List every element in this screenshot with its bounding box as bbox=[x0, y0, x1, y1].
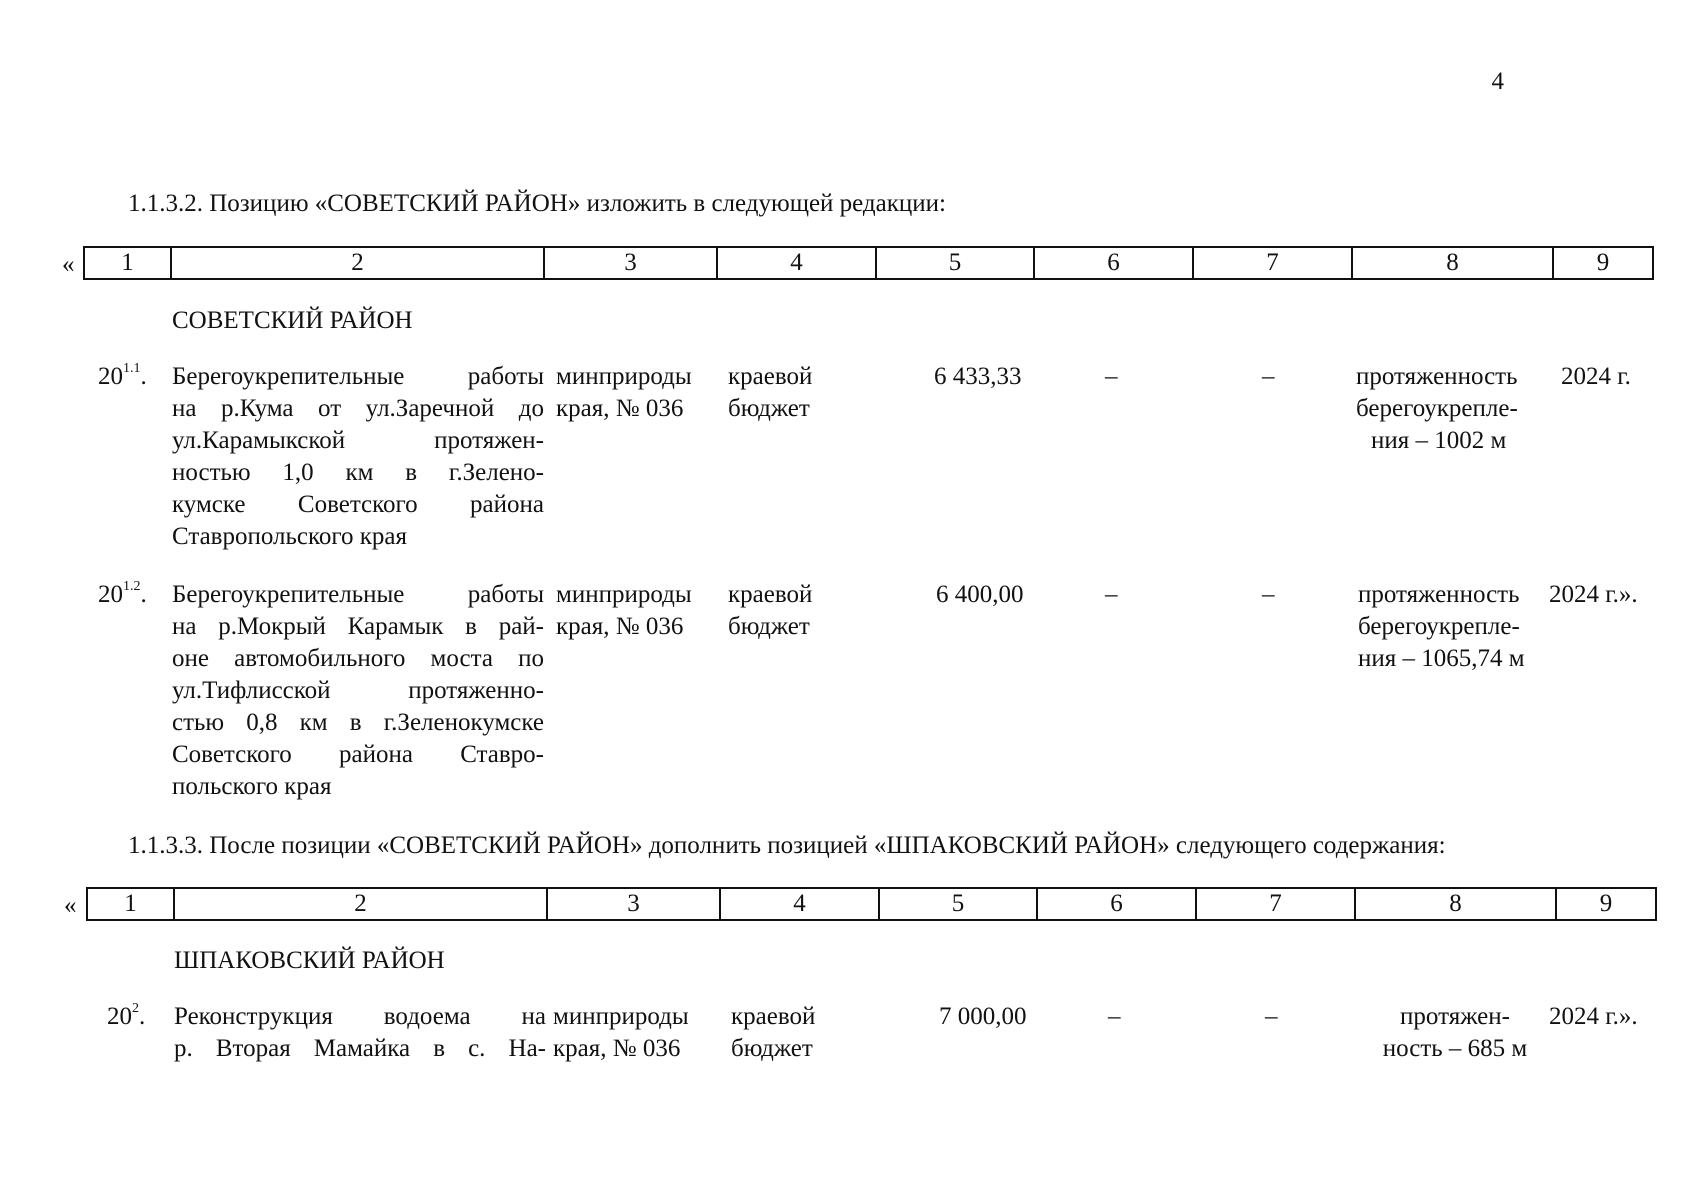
agency-cell bbox=[556, 579, 692, 643]
year-cell: 2024 г.». bbox=[1549, 1003, 1638, 1030]
source-line: краевой bbox=[731, 1003, 816, 1030]
row-number: $20^2$. bbox=[107, 1000, 146, 1030]
column-number: 4 bbox=[717, 247, 876, 279]
column-number: 9 bbox=[1553, 247, 1653, 279]
column-number: 7 bbox=[1193, 247, 1352, 279]
result-line: ния – 1065,74 м bbox=[1358, 645, 1525, 672]
description-line: оне автомобильного моста по bbox=[172, 645, 544, 672]
agency-cell bbox=[556, 361, 692, 425]
source-line: бюджет bbox=[728, 613, 810, 640]
description-line: Берегоукрепительные работы bbox=[172, 581, 544, 608]
description-line: Советского района Ставро- bbox=[172, 741, 544, 768]
col6-cell: – bbox=[1108, 1003, 1121, 1030]
column-number: 3 bbox=[544, 247, 717, 279]
result-line: ность – 685 м bbox=[1382, 1035, 1528, 1062]
district-heading: СОВЕТСКИЙ РАЙОН bbox=[172, 307, 413, 334]
column-number: 2 bbox=[174, 888, 547, 920]
column-number: 1 bbox=[84, 247, 171, 279]
row-description bbox=[174, 1001, 546, 1065]
agency-line: края, № 036 bbox=[556, 613, 684, 640]
row-number: $20^{1.1}$. bbox=[98, 360, 147, 390]
agency-line: края, № 036 bbox=[556, 395, 684, 422]
column-number: 1 bbox=[87, 888, 174, 920]
description-line: на р.Кума от ул.Заречной до bbox=[172, 395, 544, 422]
agency-line: края, № 036 bbox=[553, 1035, 681, 1062]
result-line: протяженность bbox=[1356, 363, 1518, 390]
year-cell: 2024 г.». bbox=[1549, 581, 1638, 608]
result-cell bbox=[1365, 1001, 1545, 1065]
col7-cell: – bbox=[1262, 581, 1275, 608]
open-quote: « bbox=[64, 892, 77, 919]
amount-cell: 6 400,00 bbox=[936, 581, 1024, 608]
description-line: Реконструкция водоема на bbox=[174, 1003, 546, 1030]
open-quote: « bbox=[62, 251, 75, 278]
agency-cell bbox=[553, 1001, 689, 1065]
col7-cell: – bbox=[1265, 1003, 1278, 1030]
description-line: кумске Советского района bbox=[172, 491, 544, 518]
source-line: краевой bbox=[728, 581, 813, 608]
col6-cell: – bbox=[1105, 363, 1118, 390]
agency-line: минприроды bbox=[556, 581, 692, 608]
column-number-header bbox=[86, 887, 1657, 921]
description-line: на р.Мокрый Карамык в рай- bbox=[172, 613, 544, 640]
column-number: 8 bbox=[1352, 247, 1553, 279]
amount-cell: 6 433,33 bbox=[934, 363, 1022, 390]
description-line: ул.Карамыкской протяжен- bbox=[172, 427, 544, 454]
funding-source-cell bbox=[728, 579, 812, 643]
source-line: бюджет bbox=[731, 1035, 813, 1062]
column-number: 4 bbox=[720, 888, 879, 920]
section-heading-1133: 1.1.3.3. После позиции «СОВЕТСКИЙ РАЙОН» дополнить позицией «ШПАКОВСКИЙ РАЙОН» следующего содержания: bbox=[128, 832, 1446, 859]
source-line: бюджет bbox=[728, 395, 810, 422]
district-heading: ШПАКОВСКИЙ РАЙОН bbox=[174, 947, 445, 974]
amount-cell: 7 000,00 bbox=[939, 1003, 1027, 1030]
column-number: 9 bbox=[1556, 888, 1656, 920]
column-number: 6 bbox=[1037, 888, 1196, 920]
result-cell bbox=[1358, 579, 1525, 675]
agency-line: минприроды bbox=[553, 1003, 689, 1030]
result-line: берегоукрепле- bbox=[1356, 395, 1518, 422]
description-line: ностью 1,0 км в г.Зелено- bbox=[172, 459, 544, 486]
column-number-header bbox=[83, 246, 1654, 280]
row-number: $20^{1.2}$. bbox=[98, 578, 147, 608]
result-line: протяженность bbox=[1358, 581, 1520, 608]
source-line: краевой bbox=[728, 363, 813, 390]
description-line: р. Вторая Мамайка в с. На- bbox=[174, 1035, 546, 1062]
col7-cell: – bbox=[1262, 363, 1275, 390]
column-number: 2 bbox=[171, 247, 544, 279]
result-line: ния – 1002 м bbox=[1371, 427, 1507, 454]
column-number: 6 bbox=[1034, 247, 1193, 279]
description-line: Ставропольского края bbox=[172, 523, 407, 550]
funding-source-cell bbox=[728, 361, 812, 425]
result-line: берегоукрепле- bbox=[1358, 613, 1520, 640]
column-number: 3 bbox=[547, 888, 720, 920]
row-description bbox=[172, 579, 544, 803]
result-cell bbox=[1356, 361, 1518, 457]
column-number: 8 bbox=[1355, 888, 1556, 920]
funding-source-cell bbox=[731, 1001, 815, 1065]
agency-line: минприроды bbox=[556, 363, 692, 390]
column-number: 7 bbox=[1196, 888, 1355, 920]
column-number: 5 bbox=[876, 247, 1034, 279]
description-line: Берегоукрепительные работы bbox=[172, 363, 544, 390]
col6-cell: – bbox=[1105, 581, 1118, 608]
row-description bbox=[172, 361, 544, 553]
column-number: 5 bbox=[879, 888, 1037, 920]
description-line: ул.Тифлисской протяженно- bbox=[172, 677, 544, 704]
result-line: протяжен- bbox=[1400, 1003, 1510, 1030]
description-line: стью 0,8 км в г.Зеленокумске bbox=[172, 709, 544, 736]
section-heading-1132: 1.1.3.2. Позицию «СОВЕТСКИЙ РАЙОН» изложить в следующей редакции: bbox=[128, 190, 946, 217]
description-line: польского края bbox=[172, 773, 332, 800]
year-cell: 2024 г. bbox=[1561, 363, 1631, 390]
page-number: 4 bbox=[1491, 68, 1504, 95]
